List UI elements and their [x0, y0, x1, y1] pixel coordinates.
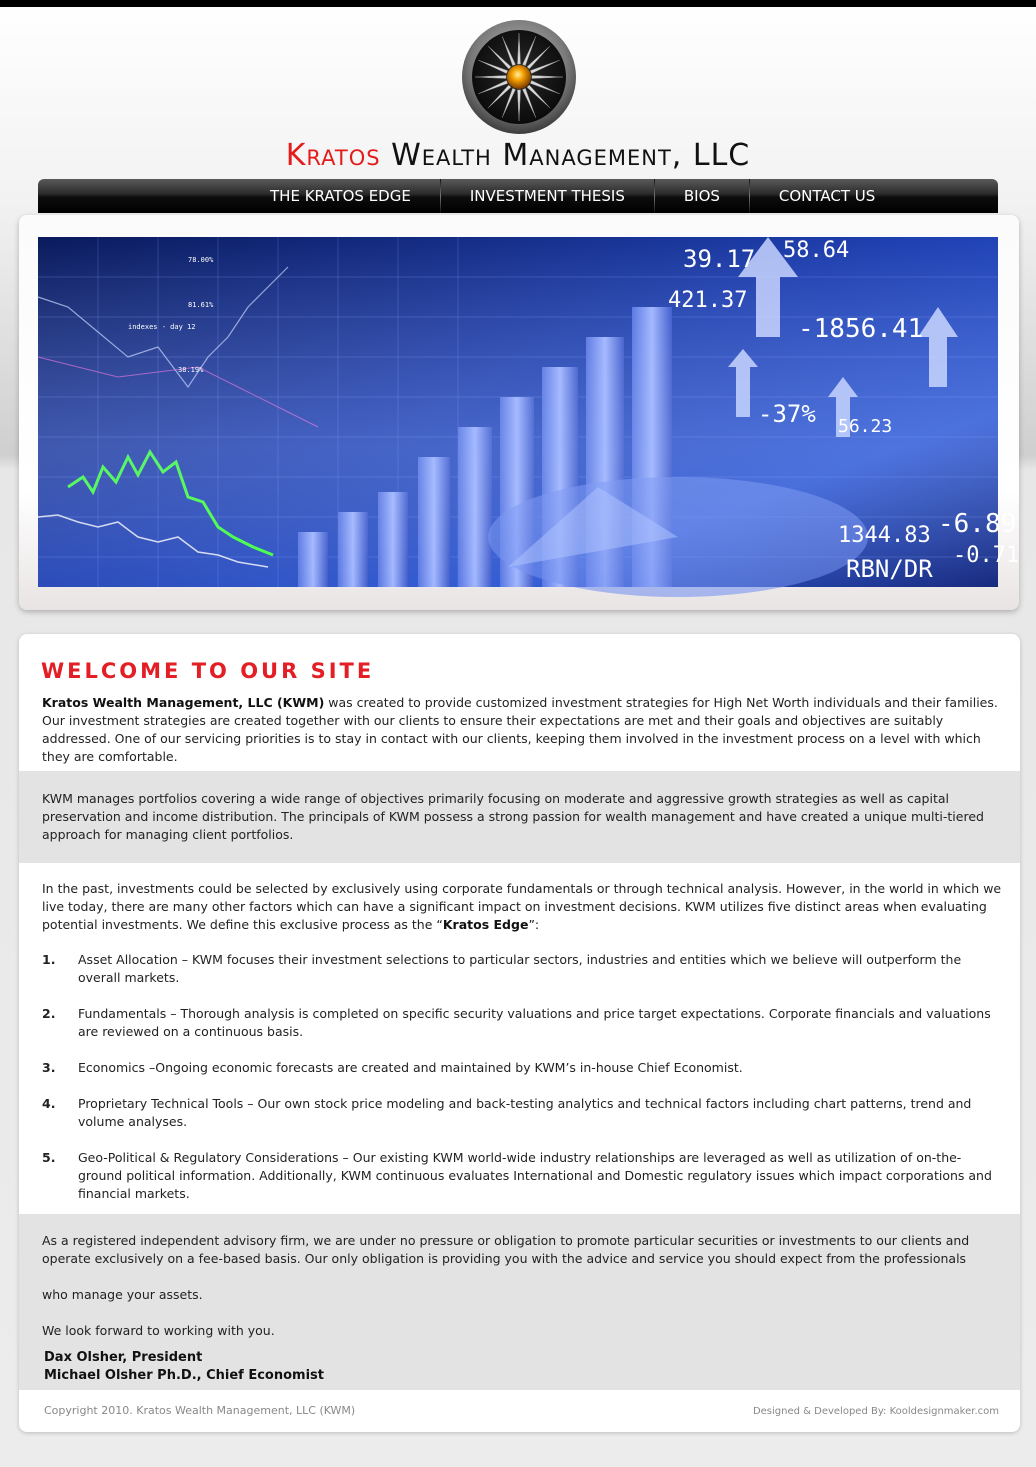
nav-items [241, 179, 904, 213]
banner-number: 81.61% [188, 301, 214, 309]
list-item [42, 951, 1002, 987]
list-text: Geo-Political & Regulatory Considerations – Our existing KWM world-wide industry relationships are leveraged as well as utilization of on-the-ground political information. Additionally, KWM continuous evaluates International and Domestic regulatory issues which impact corporations and financial markets. [78, 1150, 992, 1201]
kratos-edge-list [42, 951, 1002, 1221]
list-number: 5. [42, 1150, 56, 1165]
list-text: Asset Allocation – KWM focuses their investment selections to particular sectors, industries and entities which we believe will outperform the overall markets. [78, 952, 962, 985]
banner-number: -37% [758, 400, 816, 428]
list-number: 4. [42, 1096, 56, 1111]
top-strip [0, 0, 1036, 7]
content-card [19, 634, 1020, 1432]
closing-paragraph: As a registered independent advisory firm, we are under no pressure or obligation to promote particular securities or investments to our clients and operate exclusively on a fee-based basis. Our only obligation is providing you with the advice and service you should expect from the professionals [42, 1233, 970, 1266]
banner-number: indexes - day 12 [128, 323, 196, 331]
kratos-edge-paragraph [42, 880, 1007, 934]
kratos-edge-bold: Kratos Edge [442, 917, 529, 932]
banner-number: 1344.83 [838, 523, 931, 548]
kratos-edge-end: ”: [528, 917, 540, 932]
closing-paragraph-end: who manage your assets. [42, 1287, 203, 1302]
banner-number: -1856.41 [798, 314, 924, 344]
banner-number: 38.19% [178, 366, 204, 374]
banner-number: RBN/DR [846, 555, 933, 583]
intro-bold: Kratos Wealth Management, LLC (KWM) [42, 695, 325, 710]
main-nav [38, 179, 998, 213]
list-number: 2. [42, 1006, 56, 1021]
list-number: 1. [42, 952, 56, 967]
list-item [42, 1095, 1002, 1131]
signer-president: Dax Olsher, President [44, 1350, 203, 1365]
banner-number: 58.64 [783, 238, 850, 263]
compass-star-logo-icon [460, 18, 578, 136]
list-number: 3. [42, 1060, 56, 1075]
banner-number: 421.37 [668, 288, 748, 313]
closing-greeting: We look forward to working with you. [42, 1323, 275, 1338]
footer-credit[interactable]: Designed & Developed By: Kooldesignmaker.com [752, 1406, 999, 1417]
kratos-edge-text: In the past, investments could be selected by exclusively using corporate fundamentals or through technical analysis. However, in the world in which we live today, there are many other factors which can have a significant impact on investment decisions. KWM utilizes five distinct areas when evaluating potential investments. We define this exclusive process as the “ [42, 881, 1002, 932]
banner-number: 56.23 [838, 416, 893, 437]
intro-paragraph [42, 694, 1007, 766]
nav-item-investment-thesis[interactable]: INVESTMENT THESIS [469, 187, 625, 205]
nav-item-kratos-edge[interactable]: THE KRATOS EDGE [270, 187, 411, 205]
list-text: Fundamentals – Thorough analysis is completed on specific security valuations and price target expectations. Corporate financials and valuations are reviewed on a continuous basis. [78, 1006, 991, 1039]
list-item [42, 1149, 1002, 1203]
list-text: Economics –Ongoing economic forecasts are created and maintained by KWM’s in-house Chief Economist. [78, 1060, 743, 1075]
brand-title [0, 138, 1036, 173]
banner-number: 78.00% [188, 256, 214, 264]
banner-number: -0.71 [953, 543, 1020, 568]
footer-copyright: Copyright 2010. Kratos Wealth Management, LLC (KWM) [44, 1404, 356, 1417]
intro-text: was created to provide customized investment strategies for High Net Worth individuals and their families. Our investment strategies are created together with our clients to ensure their expectations are met and their goals and objectives are suitably addressed. One of our servicing priorities is to stay in contact with our clients, keeping them involved in the investment process on a level with which they are comfortable. [42, 695, 998, 764]
brand-name-rest: Wealth Management, LLC [391, 138, 751, 173]
welcome-heading: WELCOME TO OUR SITE [41, 659, 375, 683]
financial-banner-image [38, 237, 1020, 587]
signer-economist: Michael Olsher Ph.D., Chief Economist [44, 1368, 325, 1383]
nav-item-bios[interactable]: BIOS [683, 187, 720, 205]
brand-name-red: Kratos [285, 138, 381, 173]
list-item [42, 1059, 1002, 1077]
nav-item-contact-us[interactable]: CONTACT US [778, 187, 876, 205]
list-item [42, 1005, 1002, 1041]
banner-number: 39.17 [683, 245, 756, 273]
portfolio-paragraph: KWM manages portfolios covering a wide range of objectives primarily focusing on moderate and aggressive growth strategies as well as capital preservation and income distribution. The principals of KWM possess a strong passion for wealth management and have created a unique multi-tiered approach for managing client portfolios. [42, 791, 984, 842]
banner-number: -6.89 [938, 509, 1017, 539]
list-text: Proprietary Technical Tools – Our own stock price modeling and back-testing analytics and technical factors including chart patterns, trend and volume analyses. [78, 1096, 972, 1129]
